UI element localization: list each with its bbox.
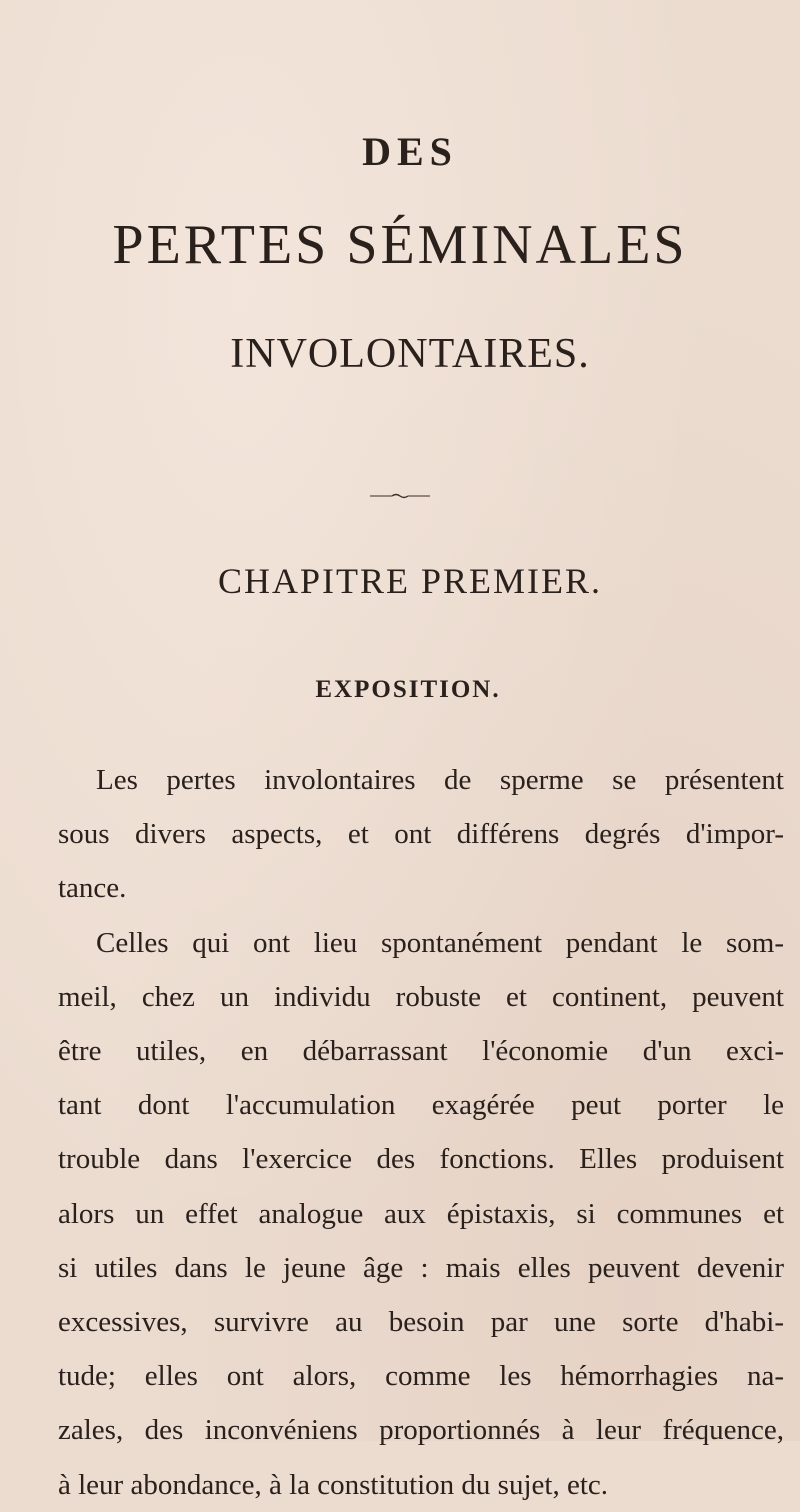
text-line: zales, des inconvéniens proportionnés à leur fréquence,	[58, 1414, 784, 1447]
text-line: tance.	[58, 872, 127, 905]
text-line: alors un effet analogue aux épistaxis, si communes et	[58, 1197, 784, 1230]
text-line: si utiles dans le jeune âge : mais elles peuvent devenir	[58, 1251, 784, 1284]
text-line: Les pertes involontaires de sperme se présentent	[96, 764, 784, 796]
text-line: meil, chez un individu robuste et continent, peuvent	[58, 980, 784, 1013]
text-line: être utiles, en débarrassant l'économie d'un exci-	[58, 1035, 784, 1068]
chapter-heading: CHAPITRE PREMIER.	[217, 561, 603, 601]
title-des: DES	[362, 129, 458, 174]
text-line: sous divers aspects, et ont différens degrés d'impor-	[58, 818, 784, 851]
text-line: à leur abondance, à la constitution du sujet, etc.	[58, 1468, 609, 1501]
body-paragraphs	[58, 753, 784, 1512]
text-line: tant dont l'accumulation exagérée peut porter le	[58, 1089, 784, 1122]
text-line: excessives, survivre au besoin par une sorte d'habi-	[58, 1306, 784, 1339]
text-line: tude; elles ont alors, comme les hémorrhagies na-	[58, 1360, 784, 1393]
title-subtitle: INVOLONTAIRES.	[230, 331, 590, 377]
ornament-rule-icon	[368, 493, 432, 499]
text-line: trouble dans l'exercice des fonctions. Elles produisent	[58, 1143, 784, 1176]
section-heading: EXPOSITION.	[315, 676, 501, 703]
title-main: PERTES SÉMINALES	[112, 214, 688, 276]
text-line: Celles qui ont lieu spontanément pendant le som-	[96, 926, 784, 959]
